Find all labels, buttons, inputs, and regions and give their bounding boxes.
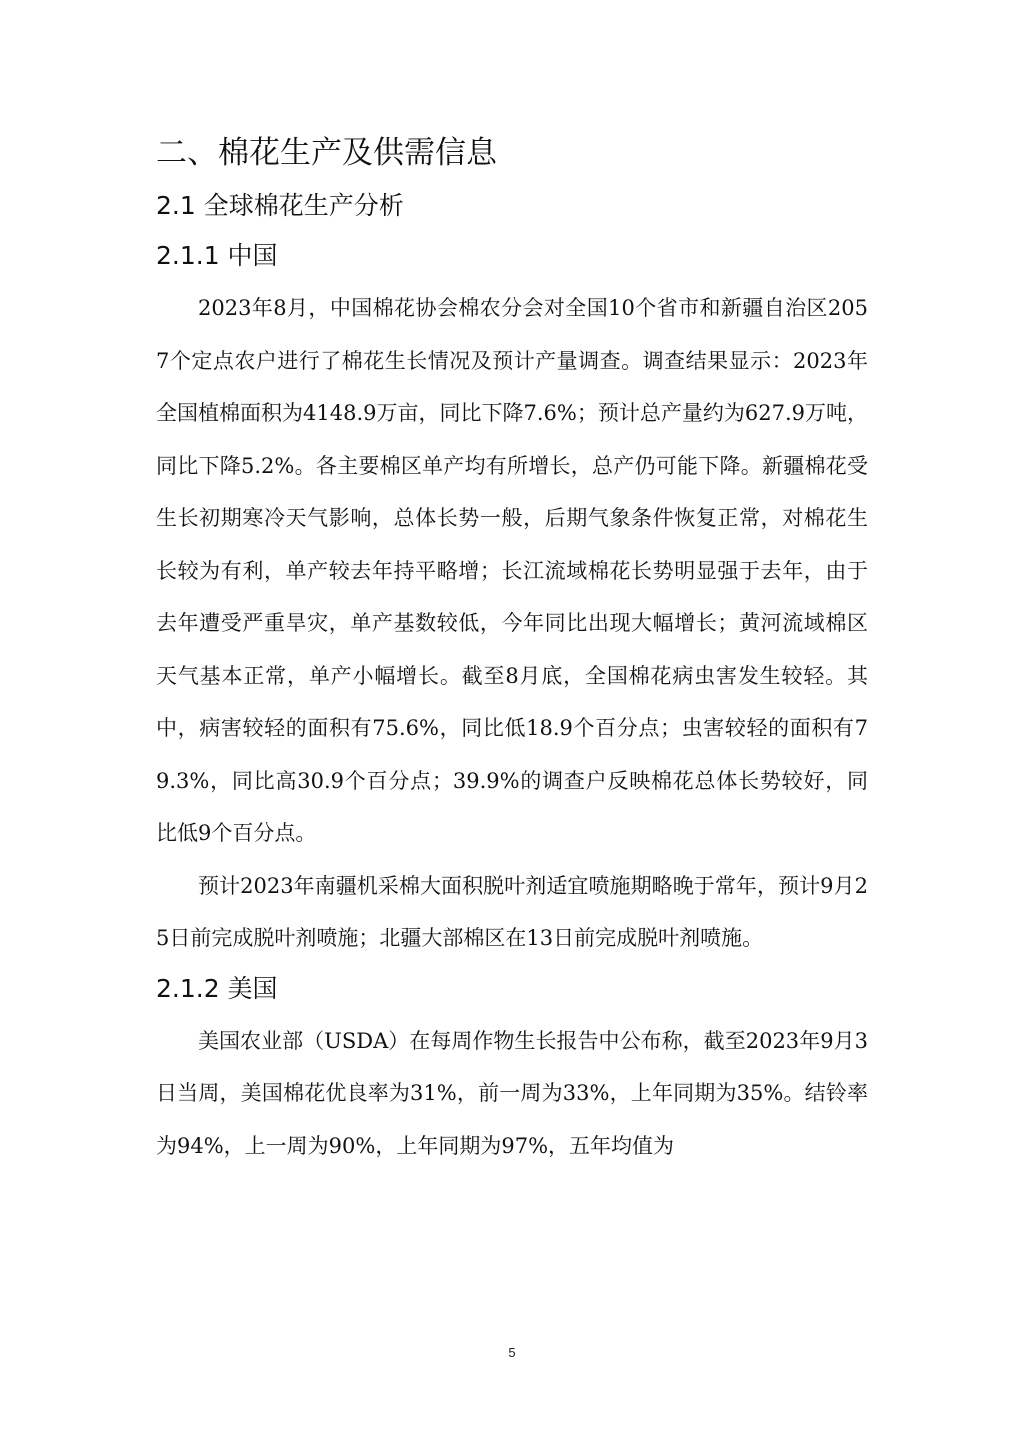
china-paragraph-1: 2023年8月，中国棉花协会棉农分会对全国10个省市和新疆自治区2057个定点农户进行了棉花生长情况及预计产量调查。调查结果显示：2023年全国植棉面积为4148.9万亩，同比下降7.6%；预计总产量约为627.9万吨，同比下降5.2%。各主要棉区单产均有所增长，总产仍可能下降。新疆棉花受生长初期寒冷天气影响，总体长势一般，后期气象条件恢复正常，对棉花生长较为有利，单产较去年持平略增；长江流域棉花长势明显强于去年，由于去年遭受严重旱灾，单产基数较低，今年同比出现大幅增长；黄河流域棉区天气基本正常，单产小幅增长。截至8月底，全国棉花病虫害发生较轻。其中，病害较轻的面积有75.6%，同比低18.9个百分点；虫害较轻的面积有79.3%，同比高30.9个百分点；39.9%的调查户反映棉花总体长势较好，同比低9个百分点。 bbox=[156, 296, 868, 845]
page-number: 5 bbox=[508, 1345, 516, 1360]
china-heading: 2.1.1 中国 bbox=[156, 241, 278, 270]
page-content bbox=[156, 128, 868, 1172]
china-paragraph-2: 预计2023年南疆机采棉大面积脱叶剂适宜喷施期略晚于常年，预计9月25日前完成脱叶剂喷施；北疆大部棉区在13日前完成脱叶剂喷施。 bbox=[156, 873, 868, 950]
usa-paragraph-1: 美国农业部（USDA）在每周作物生长报告中公布称，截至2023年9月3日当周，美国棉花优良率为31%，前一周为33%，上年同期为35%。结铃率为94%，上一周为90%，上年同期为97%，五年均值为 bbox=[156, 1028, 868, 1158]
usa-heading: 2.1.2 美国 bbox=[156, 973, 278, 1003]
subsection-title: 2.1 全球棉花生产分析 bbox=[156, 191, 404, 220]
section-title: 二、棉花生产及供需信息 bbox=[156, 135, 497, 171]
